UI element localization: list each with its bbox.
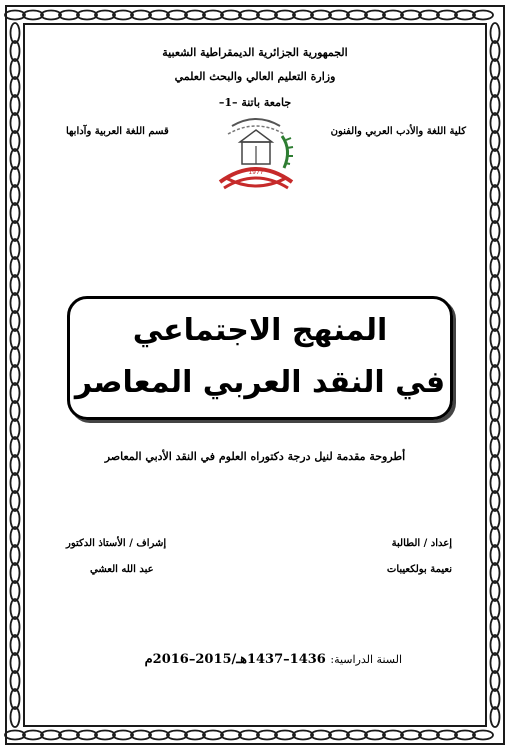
chain-link: [311, 731, 331, 740]
chain-link: [491, 257, 500, 277]
chain-link: [11, 581, 20, 601]
chain-link: [491, 347, 500, 367]
chain-link: [437, 11, 457, 20]
department-name: قسم اللغة العربية وآدابها: [66, 126, 169, 137]
faculty-name: كلية اللغة والأدب العربي والفنون: [330, 126, 466, 137]
chain-link: [203, 731, 223, 740]
chain-link: [11, 329, 20, 349]
chain-link: [11, 563, 20, 583]
chain-link: [491, 131, 500, 151]
chain-link: [491, 653, 500, 673]
chain-link: [293, 731, 313, 740]
chain-link: [239, 731, 259, 740]
chain-link: [11, 707, 20, 727]
chain-link: [455, 11, 475, 20]
thesis-subtitle: أطروحة مقدمة لنيل درجة دكتوراه العلوم في النقد الأدبي المعاصر: [104, 450, 406, 463]
chain-link: [11, 635, 20, 655]
chain-link: [59, 11, 79, 20]
chain-link: [311, 11, 331, 20]
chain-link: [491, 419, 500, 439]
university-name: جامعة باتنة –1–: [218, 96, 292, 109]
chain-link: [491, 401, 500, 421]
chain-link: [491, 509, 500, 529]
chain-link: [491, 221, 500, 241]
academic-year-value: 1436–1437هـ/2015–2016م: [144, 652, 326, 667]
chain-link: [455, 731, 475, 740]
chain-link: [383, 11, 403, 20]
chain-link: [401, 731, 421, 740]
chain-link: [491, 617, 500, 637]
academic-year: [145, 652, 402, 667]
chain-link: [329, 731, 349, 740]
chain-link: [491, 473, 500, 493]
chain-link: [11, 131, 20, 151]
chain-link: [11, 671, 20, 691]
chain-link: [11, 419, 20, 439]
chain-link: [149, 731, 169, 740]
chain-link: [11, 113, 20, 133]
chain-link: [11, 617, 20, 637]
chain-link: [257, 11, 277, 20]
thesis-title-box: [67, 296, 453, 420]
chain-link: [11, 23, 20, 43]
chain-link: [491, 365, 500, 385]
chain-link: [491, 527, 500, 547]
chain-link: [329, 11, 349, 20]
chain-link: [113, 731, 133, 740]
chain-link: [77, 11, 97, 20]
chain-link: [11, 599, 20, 619]
chain-link: [473, 731, 493, 740]
chain-link: [491, 671, 500, 691]
chain-link: [491, 329, 500, 349]
chain-link: [185, 11, 205, 20]
chain-link: [491, 563, 500, 583]
chain-link: [437, 731, 457, 740]
chain-link: [221, 731, 241, 740]
chain-link: [491, 311, 500, 331]
academic-year-label: السنة الدراسية:: [330, 653, 402, 666]
chain-link: [131, 731, 151, 740]
ministry-name: وزارة التعليم العالي والبحث العلمي: [174, 70, 336, 83]
chain-link: [95, 731, 115, 740]
chain-link: [491, 707, 500, 727]
chain-link: [347, 11, 367, 20]
chain-link: [491, 689, 500, 709]
chain-link: [11, 383, 20, 403]
university-seal-logo: [212, 116, 300, 196]
chain-link: [11, 491, 20, 511]
chain-link: [11, 401, 20, 421]
chain-link: [365, 731, 385, 740]
thesis-title-line1: المنهج الاجتماعي: [132, 313, 388, 348]
chain-link: [167, 11, 187, 20]
chain-link: [491, 203, 500, 223]
chain-link: [11, 311, 20, 331]
chain-link: [41, 11, 61, 20]
chain-link: [11, 509, 20, 529]
chain-link: [491, 113, 500, 133]
chain-link: [239, 11, 259, 20]
chain-link: [203, 11, 223, 20]
svg-text:1977: 1977: [248, 169, 264, 176]
chain-link: [491, 383, 500, 403]
chain-link: [491, 635, 500, 655]
chain-link: [59, 731, 79, 740]
chain-link: [491, 239, 500, 259]
chain-link: [491, 149, 500, 169]
chain-link: [11, 275, 20, 295]
thesis-title-line2: في النقد العربي المعاصر: [74, 365, 446, 400]
chain-link: [11, 527, 20, 547]
chain-link: [491, 185, 500, 205]
chain-link: [419, 731, 439, 740]
chain-link: [257, 731, 277, 740]
chain-link: [11, 185, 20, 205]
chain-link: [11, 347, 20, 367]
chain-link: [491, 599, 500, 619]
chain-link: [419, 11, 439, 20]
chain-link: [185, 731, 205, 740]
chain-link: [131, 11, 151, 20]
chain-link: [383, 731, 403, 740]
republic-name: الجمهورية الجزائرية الديمقراطية الشعبية: [162, 46, 348, 59]
chain-link: [167, 731, 187, 740]
chain-link: [491, 293, 500, 313]
chain-link: [23, 731, 43, 740]
student-name: نعيمة بولكعيبات: [386, 564, 452, 575]
chain-link: [11, 545, 20, 565]
chain-link: [473, 11, 493, 20]
chain-link: [95, 11, 115, 20]
chain-link: [11, 365, 20, 385]
chain-link: [11, 293, 20, 313]
supervisor-name: عبد الله العشي: [90, 564, 154, 575]
chain-link: [11, 221, 20, 241]
chain-link: [113, 11, 133, 20]
chain-link: [11, 167, 20, 187]
chain-link: [275, 731, 295, 740]
chain-link: [491, 167, 500, 187]
chain-link: [11, 473, 20, 493]
chain-link: [293, 11, 313, 20]
chain-link: [347, 731, 367, 740]
chain-link: [5, 731, 25, 740]
student-label: إعداد / الطالبة: [391, 538, 452, 549]
chain-link: [401, 11, 421, 20]
chain-link: [365, 11, 385, 20]
chain-link: [221, 11, 241, 20]
chain-link: [275, 11, 295, 20]
chain-link: [77, 731, 97, 740]
chain-link: [11, 149, 20, 169]
chain-link: [23, 11, 43, 20]
chain-link: [41, 731, 61, 740]
chain-link: [149, 11, 169, 20]
chain-link: [11, 239, 20, 259]
chain-link: [11, 203, 20, 223]
chain-link: [491, 275, 500, 295]
chain-link: [491, 23, 500, 43]
chain-link: [491, 491, 500, 511]
chain-link: [11, 257, 20, 277]
chain-link: [491, 545, 500, 565]
chain-link: [5, 11, 25, 20]
supervisor-label: إشراف / الأستاذ الدكتور: [66, 538, 167, 549]
chain-link: [11, 653, 20, 673]
chain-link: [11, 689, 20, 709]
chain-link: [491, 581, 500, 601]
